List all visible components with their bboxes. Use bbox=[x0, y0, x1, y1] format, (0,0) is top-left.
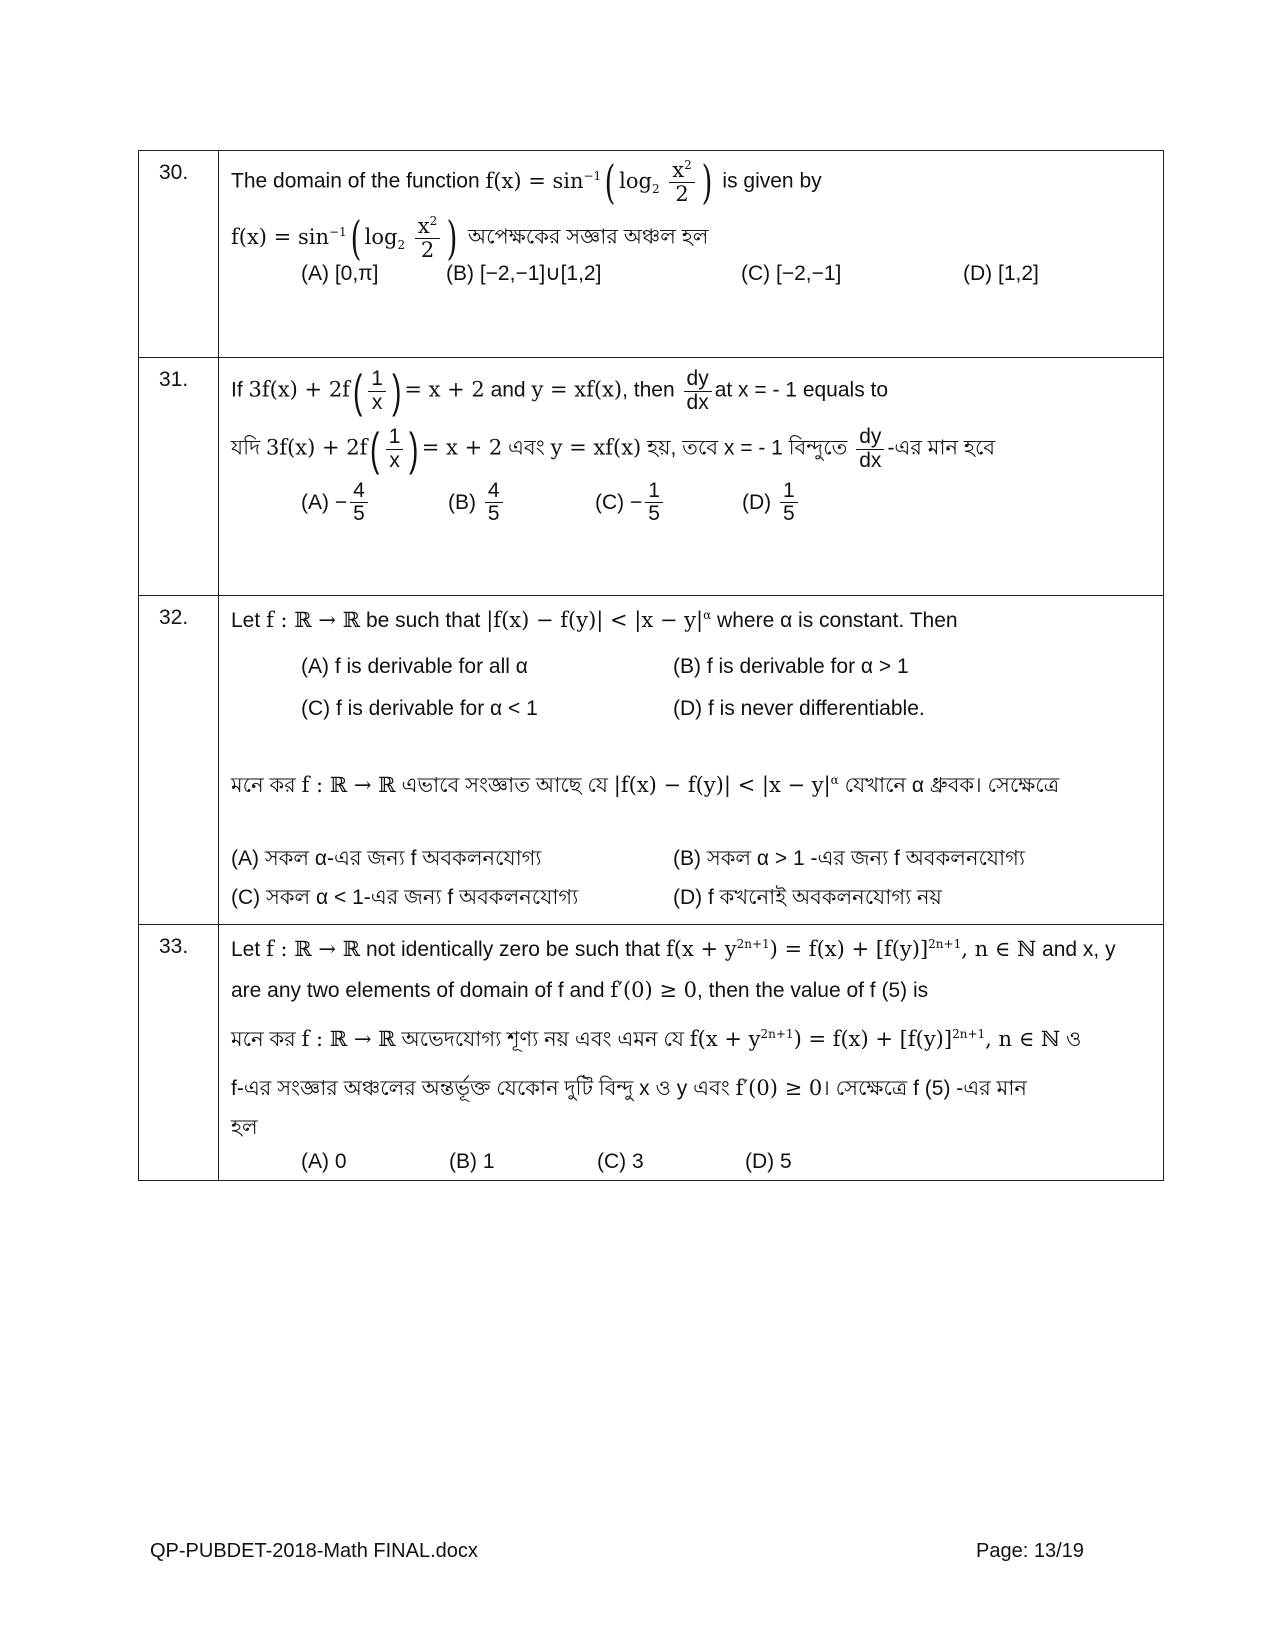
eq-a: f(x + y bbox=[689, 1027, 761, 1051]
q33-bn-line2-tail: । সেক্ষেত্রে f (5) -এর মান bbox=[822, 1077, 1027, 1100]
frac-den: 2 bbox=[420, 237, 435, 262]
option-b: (B) f is derivable for α > 1 bbox=[673, 655, 909, 678]
q33-bn-nz: অভেদযোগ্য শূণ্য নয় এবং এমন যে bbox=[401, 1028, 685, 1051]
right-paren: ) bbox=[409, 423, 419, 475]
q30-bn-post: অপেক্ষকের সজ্ঞার অঞ্চল হল bbox=[467, 225, 709, 249]
q32-ineq: |f(x) − f(y)| < |x − y| bbox=[486, 608, 704, 632]
q31-tail: at x = - 1 equals to bbox=[714, 378, 889, 402]
frac-den: 5 bbox=[487, 502, 500, 526]
option-b: (B) 1 bbox=[449, 1150, 495, 1173]
q31-rhs: = x + 2 bbox=[421, 435, 503, 460]
frac-den: 5 bbox=[783, 502, 795, 526]
option-d bbox=[742, 480, 801, 525]
q33-options bbox=[231, 1150, 1151, 1174]
q31-bn-if: যদি bbox=[231, 436, 261, 460]
option-d: (D) f কখনোই অবকলনযোগ্য নয় bbox=[673, 886, 942, 909]
fraction bbox=[386, 426, 404, 471]
q30-bengali-line bbox=[231, 211, 1151, 265]
frac-num: 4 bbox=[485, 480, 503, 503]
question-number: 32. bbox=[139, 596, 219, 925]
frac-num bbox=[415, 215, 440, 238]
frac-num: 1 bbox=[645, 480, 663, 503]
q31-yeq: y = xf(x) bbox=[550, 435, 642, 460]
eq-exp: 2n+1 bbox=[760, 1027, 794, 1041]
q33-and-xy: and x, y bbox=[1042, 938, 1116, 961]
footer-filename: QP-PUBDET-2018-Math FINAL.docx bbox=[150, 1540, 478, 1562]
formula-sub: 2 bbox=[397, 237, 406, 252]
q33-bn-line2: f-এর সংজ্ঞার অঞ্চলের অন্তর্ভূক্ত যেকোন দুটি বিন্দু x ও y এবং bbox=[231, 1077, 730, 1100]
formula-sub: 2 bbox=[651, 181, 660, 196]
question-number: 33. bbox=[139, 925, 219, 1181]
frac-den: dx bbox=[686, 390, 709, 414]
q30-bn-formula bbox=[231, 211, 468, 265]
q33-bengali-line2 bbox=[231, 1072, 1151, 1107]
formula-sup: −1 bbox=[583, 168, 602, 183]
option-sign: − bbox=[334, 490, 348, 514]
q30-formula bbox=[485, 155, 723, 209]
q31-rhs: = x + 2 bbox=[404, 377, 485, 402]
q33-nz: not identically zero be such that bbox=[365, 938, 661, 961]
q33-bn-o: ও bbox=[1065, 1028, 1082, 1051]
frac-num-x: x bbox=[417, 214, 430, 239]
option-label: (C) bbox=[595, 490, 625, 514]
q31-if: If bbox=[231, 378, 243, 402]
q32-bengali-line bbox=[231, 769, 1151, 804]
formula-fx: f(x) = sin bbox=[231, 224, 329, 249]
frac-num: dy bbox=[856, 426, 884, 449]
footer-page-number: Page: 13/19 bbox=[976, 1540, 1084, 1562]
q31-english-line bbox=[231, 365, 1151, 417]
q32-such: be such that bbox=[365, 609, 481, 632]
q32-english-line bbox=[231, 608, 1151, 633]
frac-den: 2 bbox=[675, 181, 689, 206]
q33-eq bbox=[666, 937, 1036, 961]
q31-bn-hoy: হয়, তবে x = - 1 বিন্দুতে bbox=[647, 436, 848, 460]
option-a: (A) সকল α-এর জন্য f অবকলনযোগ্য bbox=[231, 847, 542, 870]
option-label: (A) bbox=[301, 490, 329, 514]
option-frac bbox=[485, 480, 503, 525]
q33-bengali-line1 bbox=[231, 1023, 1151, 1058]
option-label: (B) bbox=[448, 490, 476, 514]
q33-english-line2 bbox=[231, 978, 1151, 1003]
q31-yeq: y = xf(x) bbox=[531, 377, 623, 402]
frac-den: x bbox=[389, 448, 400, 472]
left-paren: ( bbox=[370, 423, 380, 475]
fraction bbox=[368, 368, 386, 413]
q31-and: and bbox=[490, 378, 526, 402]
q33-let: Let bbox=[231, 938, 261, 961]
q33-bn-line3: হল bbox=[231, 1116, 258, 1139]
question-row-30 bbox=[139, 151, 1164, 358]
left-paren: ( bbox=[350, 211, 362, 265]
question-row-32 bbox=[139, 596, 1164, 925]
frac-num: 1 bbox=[386, 426, 404, 449]
right-paren: ) bbox=[446, 211, 458, 265]
q32-ineq: |f(x) − f(y)| < |x − y| bbox=[613, 773, 831, 797]
q33-fp: f′(0) ≥ 0 bbox=[735, 1076, 823, 1100]
q32-where: where α is constant. Then bbox=[717, 609, 958, 632]
q32-bn-such: এভাবে সংজ্ঞাত আছে যে bbox=[401, 774, 608, 797]
q32-alpha: α bbox=[830, 773, 839, 787]
option-a: (A) 0 bbox=[301, 1150, 347, 1173]
q32-map: f : ℝ → ℝ bbox=[266, 608, 361, 632]
eq-b: ) = f(x) + [f(y)] bbox=[769, 937, 929, 961]
q32-bn-where: যেখানে α ধ্রুবক। সেক্ষেত্রে bbox=[844, 774, 1060, 797]
frac-den: 5 bbox=[353, 502, 365, 526]
question-body-32 bbox=[219, 596, 1164, 925]
q33-english-line1 bbox=[231, 937, 1151, 962]
eq-a: f(x + y bbox=[665, 937, 737, 961]
q33-bengali-line3 bbox=[231, 1111, 1151, 1146]
frac-num-sup: 2 bbox=[684, 158, 692, 173]
option-d: (D) [1,2] bbox=[963, 261, 1039, 285]
q32-options-en-row1 bbox=[231, 655, 1151, 679]
q30-en-post: is given by bbox=[722, 169, 822, 193]
q30-en-pre: The domain of the function bbox=[231, 169, 480, 193]
frac-num: 1 bbox=[368, 368, 386, 391]
option-b: (B) সকল α > 1 -এর জন্য f অবকলনযোগ্য bbox=[673, 847, 1025, 870]
left-paren: ( bbox=[604, 155, 616, 209]
q32-bn-let: মনে কর bbox=[231, 774, 296, 797]
option-d: (D) 5 bbox=[745, 1150, 792, 1173]
eq-exp: 2n+1 bbox=[928, 937, 962, 951]
q33-fp: f′(0) ≥ 0 bbox=[610, 978, 698, 1002]
q32-let: Let bbox=[231, 609, 261, 632]
question-body-31 bbox=[219, 358, 1164, 596]
frac-den: dx bbox=[859, 448, 882, 472]
eq-b: ) = f(x) + [f(y)] bbox=[793, 1027, 953, 1051]
option-label: (D) bbox=[742, 490, 772, 514]
option-c: (C) f is derivable for α < 1 bbox=[301, 697, 538, 720]
q33-line2: are any two elements of domain of f and bbox=[231, 979, 605, 1002]
q31-then: , then bbox=[622, 378, 675, 402]
right-paren: ) bbox=[701, 155, 713, 209]
option-frac bbox=[645, 480, 663, 525]
frac-num: dy bbox=[684, 368, 712, 391]
q33-map: f : ℝ → ℝ bbox=[266, 937, 361, 961]
option-b bbox=[448, 480, 595, 525]
frac-num-sup: 2 bbox=[429, 214, 438, 229]
question-body-30 bbox=[219, 151, 1164, 358]
q33-map: f : ℝ → ℝ bbox=[301, 1027, 396, 1051]
q31-lhs: 3f(x) + 2f bbox=[265, 435, 368, 460]
question-row-33 bbox=[139, 925, 1164, 1181]
eq-n-in: , n ∈ ℕ bbox=[961, 937, 1037, 961]
frac-num: 4 bbox=[350, 480, 368, 503]
q30-options bbox=[231, 261, 1151, 286]
formula-sup: −1 bbox=[328, 224, 347, 239]
option-b: (B) [−2,−1]∪[1,2] bbox=[446, 262, 602, 285]
frac-num bbox=[669, 159, 694, 182]
q31-bengali-line bbox=[231, 423, 1151, 475]
q33-bn-let: মনে কর bbox=[231, 1028, 296, 1051]
right-paren: ) bbox=[392, 365, 402, 417]
q31-bn-and: এবং bbox=[508, 436, 545, 460]
dydx-fraction bbox=[684, 368, 712, 413]
option-sign: − bbox=[630, 490, 643, 514]
eq-exp: 2n+1 bbox=[736, 937, 770, 951]
q31-bn-tail: -এর মান হবে bbox=[887, 436, 996, 460]
q32-map: f : ℝ → ℝ bbox=[301, 773, 396, 797]
question-row-31 bbox=[139, 358, 1164, 596]
formula-log: log bbox=[364, 224, 398, 249]
frac-den: x bbox=[371, 390, 383, 414]
option-c: (C) সকল α < 1-এর জন্য f অবকলনযোগ্য bbox=[231, 886, 579, 909]
q33-line2-tail: , then the value of f (5) is bbox=[697, 979, 929, 1002]
q32-options-en-row2 bbox=[231, 697, 1151, 721]
frac-num-x: x bbox=[672, 158, 685, 183]
question-number: 30. bbox=[139, 151, 219, 358]
left-paren: ( bbox=[353, 365, 363, 417]
option-a: (A) [0,π] bbox=[301, 261, 379, 285]
question-body-33 bbox=[219, 925, 1164, 1181]
option-frac bbox=[350, 480, 368, 525]
formula-fx: f(x) = sin bbox=[485, 168, 584, 193]
eq-exp: 2n+1 bbox=[952, 1027, 986, 1041]
frac-num: 1 bbox=[780, 480, 798, 503]
q31-options bbox=[231, 480, 1151, 525]
q30-english-line bbox=[231, 155, 1151, 209]
q32-options-bn-row1 bbox=[231, 842, 1151, 877]
option-c: (C) [−2,−1] bbox=[741, 261, 842, 285]
eq-n-in: , n ∈ ℕ bbox=[985, 1027, 1061, 1051]
question-number: 31. bbox=[139, 358, 219, 596]
option-a bbox=[301, 480, 448, 525]
q32-alpha: α bbox=[703, 608, 712, 622]
option-c bbox=[595, 480, 742, 525]
q31-lhs: 3f(x) + 2f bbox=[248, 377, 350, 402]
fraction bbox=[669, 159, 694, 204]
option-frac bbox=[780, 480, 798, 525]
frac-den: 5 bbox=[648, 502, 660, 526]
option-c: (C) 3 bbox=[597, 1150, 644, 1173]
fraction bbox=[415, 215, 440, 260]
option-a: (A) f is derivable for all α bbox=[301, 655, 528, 678]
q32-options-bn-row2 bbox=[231, 881, 1151, 916]
question-table bbox=[138, 150, 1164, 1181]
dydx-fraction bbox=[856, 426, 884, 471]
option-d: (D) f is never differentiable. bbox=[673, 697, 925, 720]
q33-eq bbox=[690, 1027, 1060, 1051]
formula-log: log bbox=[619, 168, 652, 193]
